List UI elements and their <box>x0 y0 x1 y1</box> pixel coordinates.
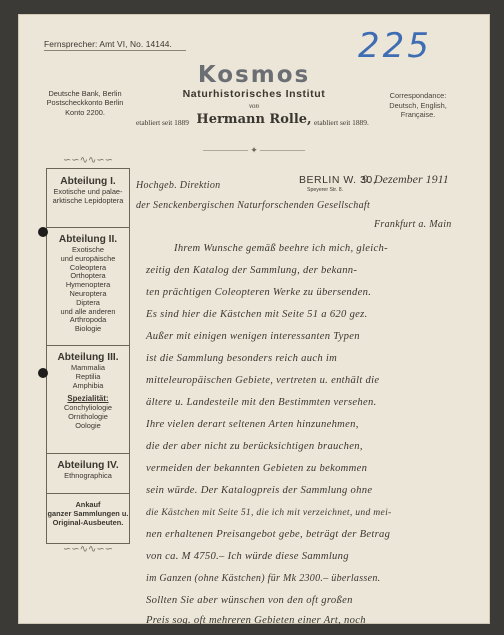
sender-city: BERLIN W. 30, <box>299 174 377 186</box>
letter-line: Ihrem Wunsche gemäß beehre ich mich, gleich- <box>174 243 388 254</box>
department-line: und alle anderen <box>60 306 116 316</box>
department-2 <box>47 227 129 346</box>
sidebar-top-ornament: ∽∽∿∿∽∽ <box>62 155 114 166</box>
sender-street: Speyerer Str. 8. <box>307 187 344 193</box>
department-1 <box>47 169 129 228</box>
department-heading: Abteilung I. <box>60 176 116 187</box>
punch-hole <box>38 368 48 378</box>
bank-line: Postscheckkonto Berlin <box>46 98 124 108</box>
letter-line: Frankfurt a. Main <box>374 219 452 230</box>
department-heading: Abteilung IV. <box>57 460 119 471</box>
purchase-line: ganzer Sammlungen u. <box>47 508 129 518</box>
department-line: Exotische <box>71 245 105 254</box>
letter-line: mitteleuropäischen Gebiete, vertreten u. enthält die <box>146 375 380 386</box>
department-line: Hymenoptera <box>65 280 111 290</box>
department-line: Amphibia <box>72 380 104 390</box>
department-line: Arthropoda <box>69 315 107 325</box>
letter-line: ältere u. Landesteile mit den Bestimmten versehen. <box>146 397 377 408</box>
purchase-line: Ankauf <box>75 500 101 509</box>
department-line: Orthoptera <box>70 271 106 281</box>
department-line: Mammalia <box>70 363 106 372</box>
punch-hole <box>38 227 48 237</box>
department-line: Oologie <box>75 420 101 430</box>
correspondence-line: Française. <box>400 110 436 119</box>
handwritten-reference-number: 225 <box>358 26 432 66</box>
letter-line: Preis sog. oft mehreren Gebieten einer Art, noch <box>146 615 366 624</box>
department-3 <box>47 345 129 454</box>
department-line: Neuroptera <box>69 288 107 298</box>
letter-line: ten prächtigen Coleopteren Werke zu übersenden. <box>146 287 372 298</box>
department-line: Coleoptera <box>69 262 107 272</box>
letter-line: von ca. M 4750.– Ich würde diese Sammlung <box>146 551 349 562</box>
departments-sidebar <box>46 168 130 544</box>
bank-line: Konto 2200. <box>65 107 105 117</box>
department-line: Biologie <box>74 324 102 334</box>
letter-line: die Kästchen mit Seite 51, die ich mit verzeichnet, und mei- <box>146 507 392 518</box>
company-subtitle: Naturhistorisches Institut <box>182 88 326 100</box>
letter-line: zeitig den Katalog der Sammlung, der bekann- <box>146 265 358 276</box>
purchase-notice <box>47 493 129 542</box>
department-line: und europäische <box>60 253 116 263</box>
letter-line: Außer mit einigen wenigen interessanten Typen <box>146 331 360 342</box>
department-4 <box>47 453 129 494</box>
letter-line: Sollten Sie aber wünschen von den oft großen <box>146 595 353 606</box>
sidebar-bottom-ornament: ∽∽∿∿∽∽ <box>62 544 114 555</box>
department-line: Diptera <box>76 297 100 307</box>
phone-number: Fernsprecher: Amt VI, No. 14144. <box>44 39 172 49</box>
letter-page <box>18 14 490 624</box>
divider-ornament: ————— ✦ ————— <box>202 145 306 155</box>
letter-line: Hochgeb. Direktion <box>136 180 221 191</box>
department-line: Ornithologie <box>68 411 108 421</box>
bank-line: Deutsche Bank, Berlin <box>48 89 122 98</box>
company-name: Kosmos <box>197 62 311 88</box>
owner-name: Hermann Rolle, <box>196 112 312 127</box>
letter-line: Ihre vielen derart seltenen Arten hinzunehmen, <box>146 419 359 430</box>
speciality-heading: Spezialität: <box>67 394 109 404</box>
letter-line: ist die Sammlung besonders reich auch im <box>146 353 338 364</box>
letter-line: Es sind hier die Kästchen mit Seite 51 a 620 gez. <box>146 309 368 320</box>
letter-line: der Senckenbergischen Naturforschenden Gesellschaft <box>136 200 371 211</box>
letter-line: im Ganzen (ohne Kästchen) für Mk 2300.– überlassen. <box>146 573 381 584</box>
department-line: Conchyliologie <box>63 403 113 413</box>
purchase-line: Original-Ausbeuten. <box>52 517 124 527</box>
correspondence-line: Correspondance: <box>389 91 447 100</box>
letter-line: sein würde. Der Katalogpreis der Sammlung ohne <box>146 485 373 496</box>
letter-line: die der aber nicht zu berücksichtigen brauchen, <box>146 441 363 452</box>
correspondence-line: Deutsch, English, <box>389 100 447 110</box>
department-heading: Abteilung III. <box>57 352 119 363</box>
department-line: arktische Lepidoptera <box>52 195 124 205</box>
letter-date: 9. Dezember 1911 <box>362 172 449 186</box>
von-label: von <box>248 102 260 110</box>
established-left: etabliert seit 1889 <box>136 118 189 127</box>
phone-underline <box>44 50 186 51</box>
department-line: Exotische und palae- <box>53 187 123 196</box>
established-right: etabliert seit 1889. <box>314 118 369 127</box>
department-line: Ethnographica <box>64 471 112 480</box>
department-line: Reptilia <box>75 371 101 381</box>
letter-line: nen erhaltenen Preisangebot gebe, beträgt der Betrag <box>146 529 391 540</box>
department-heading: Abteilung II. <box>58 234 118 245</box>
letter-line: vermeiden der bekannten Gebieten zu bekommen <box>146 463 368 474</box>
